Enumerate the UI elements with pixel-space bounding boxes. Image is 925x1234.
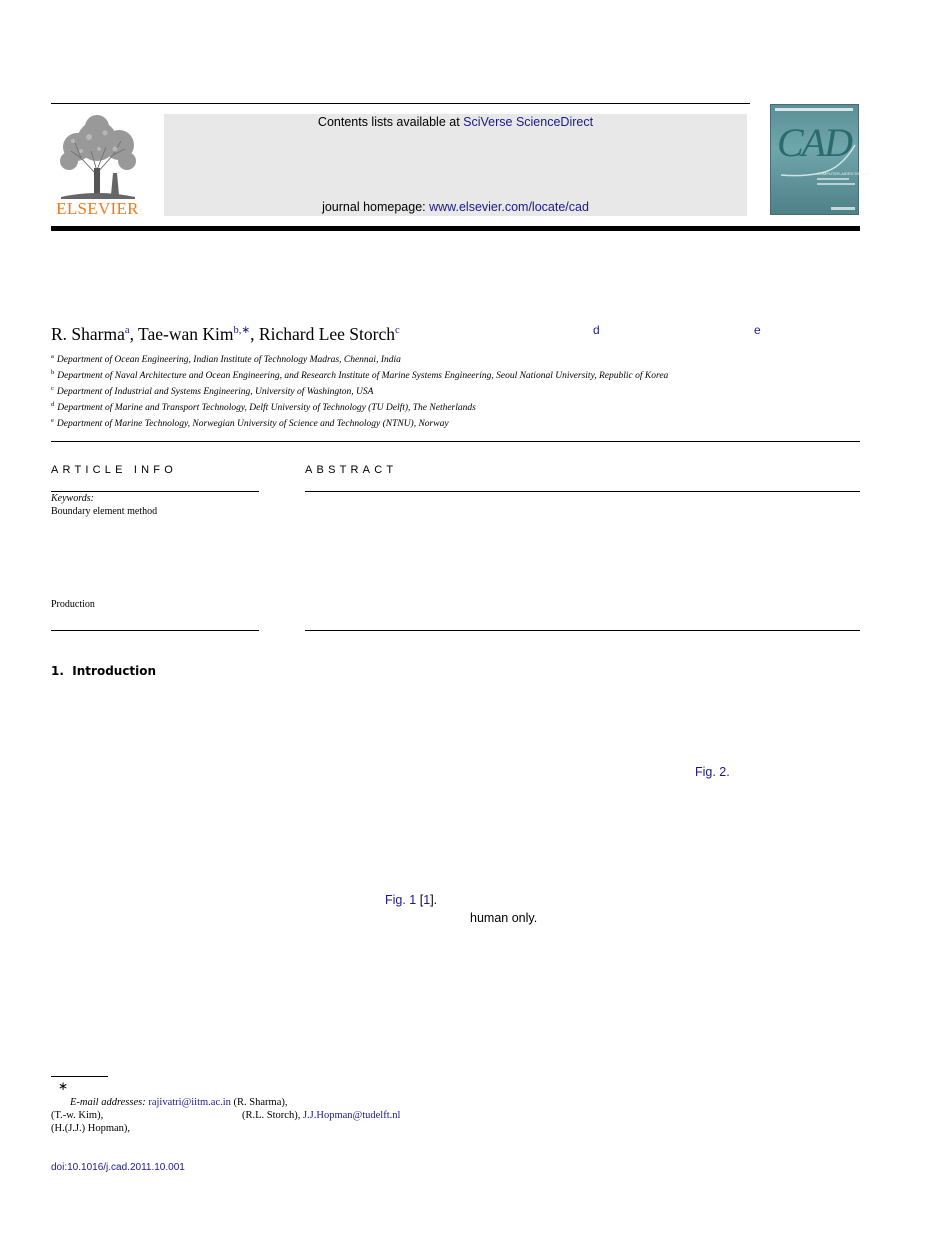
affiliation-marker: b <box>51 369 55 376</box>
email-owner: (R.L. Storch), <box>242 1110 303 1121</box>
email-link-hopman[interactable]: J.J.Hopman@tudelft.nl <box>302 1110 401 1121</box>
homepage-prefix: journal homepage: <box>322 200 430 214</box>
sentence-end: . <box>433 893 438 907</box>
affiliation-marker: c <box>51 385 54 392</box>
article-info-heading: ARTICLE INFO <box>51 464 177 476</box>
cover-subtitle: COMPUTER-AIDED DESIGN <box>817 171 870 176</box>
elsevier-wordmark: ELSEVIER <box>56 199 139 218</box>
email-owner: (R. Sharma), <box>230 1097 288 1108</box>
contents-line <box>164 115 747 129</box>
abstract-rule-top <box>305 491 860 492</box>
affiliation-divider <box>51 441 860 442</box>
author-list <box>51 324 400 345</box>
cover-text-line <box>817 178 849 180</box>
keyword: Boundary element method <box>51 506 158 517</box>
section-number: 1. <box>51 664 64 678</box>
header-thick-rule <box>51 226 860 231</box>
cover-footer-line <box>831 207 855 210</box>
corresponding-author-star: ∗ <box>58 1079 69 1093</box>
author-separator: , <box>250 324 259 344</box>
figure-2-link[interactable]: Fig. 2. <box>695 765 730 779</box>
affiliation-marker: e <box>51 417 54 424</box>
citation-open: [ <box>419 893 424 907</box>
cover-text-line <box>817 183 855 185</box>
email-owner-kim: (T.-w. Kim), <box>51 1110 104 1121</box>
section-heading <box>51 664 156 678</box>
author-affil-link[interactable]: b,∗ <box>233 325 251 336</box>
affiliation <box>51 401 476 413</box>
figure-1-link[interactable]: Fig. 1 <box>385 893 417 907</box>
doi-link[interactable]: doi:10.1016/j.cad.2011.10.001 <box>51 1162 185 1173</box>
affiliation <box>51 353 401 365</box>
affil-superscript-d[interactable]: d <box>593 323 600 337</box>
affiliation-text: Department of Marine Technology, Norwegian University of Science and Technology (NTNU), Norway <box>56 419 449 429</box>
journal-cover-thumbnail <box>770 104 870 215</box>
affiliation-text: Department of Naval Architecture and Ocean Engineering, and Research Institute of Marine Systems Engineering, Seoul National University, Republic of Korea <box>57 371 669 381</box>
email-owner-hopman: (H.(J.J.) Hopman), <box>51 1123 131 1134</box>
affiliation-text: Department of Ocean Engineering, Indian Institute of Technology Madras, Chennai, India <box>56 355 401 365</box>
header-top-rule <box>51 103 750 104</box>
homepage-line <box>164 200 747 214</box>
email-label: E-mail addresses: <box>70 1097 149 1108</box>
body-text-fragment: human only. <box>470 911 538 925</box>
article-info-rule-top <box>51 491 259 492</box>
affiliation-text: Department of Marine and Transport Technology, Delft University of Technology (TU Delft), The Netherlands <box>57 403 476 413</box>
author-affil-link[interactable]: c <box>394 325 400 336</box>
abstract-heading: ABSTRACT <box>305 464 398 476</box>
section-title: Introduction <box>72 664 157 678</box>
author-separator: , <box>129 324 138 344</box>
author-name: R. Sharma <box>51 324 125 344</box>
email-line-1 <box>70 1097 288 1108</box>
affiliation <box>51 417 449 429</box>
reference-1-link[interactable]: 1 <box>423 893 431 907</box>
footnote-rule <box>51 1076 108 1077</box>
affiliation <box>51 385 373 397</box>
figure-1-ref-line <box>385 893 437 907</box>
author-name: Tae-wan Kim <box>138 324 234 344</box>
affiliation-marker: a <box>51 353 54 360</box>
article-info-rule-bottom <box>51 630 259 631</box>
email-link-sharma[interactable]: rajivatri@iitm.ac.in <box>148 1097 231 1108</box>
cover-title: CAD <box>777 120 851 165</box>
email-line-2 <box>242 1110 400 1121</box>
journal-homepage-link[interactable]: www.elsevier.com/locate/cad <box>429 200 589 214</box>
keywords-label: Keywords: <box>51 493 94 504</box>
citation-close: ] <box>430 893 434 907</box>
affil-superscript-e[interactable]: e <box>754 323 761 337</box>
affiliation-marker: d <box>51 401 55 408</box>
keyword: Production <box>51 599 95 610</box>
abstract-rule-bottom <box>305 630 860 631</box>
affiliation-text: Department of Industrial and Systems Engineering, University of Washington, USA <box>56 387 374 397</box>
affiliation <box>51 369 668 381</box>
sciencedirect-link[interactable]: SciVerse ScienceDirect <box>463 115 594 129</box>
contents-prefix: Contents lists available at <box>317 115 464 129</box>
author-name: Richard Lee Storch <box>258 324 395 344</box>
author-affil-link[interactable]: a <box>124 325 130 336</box>
